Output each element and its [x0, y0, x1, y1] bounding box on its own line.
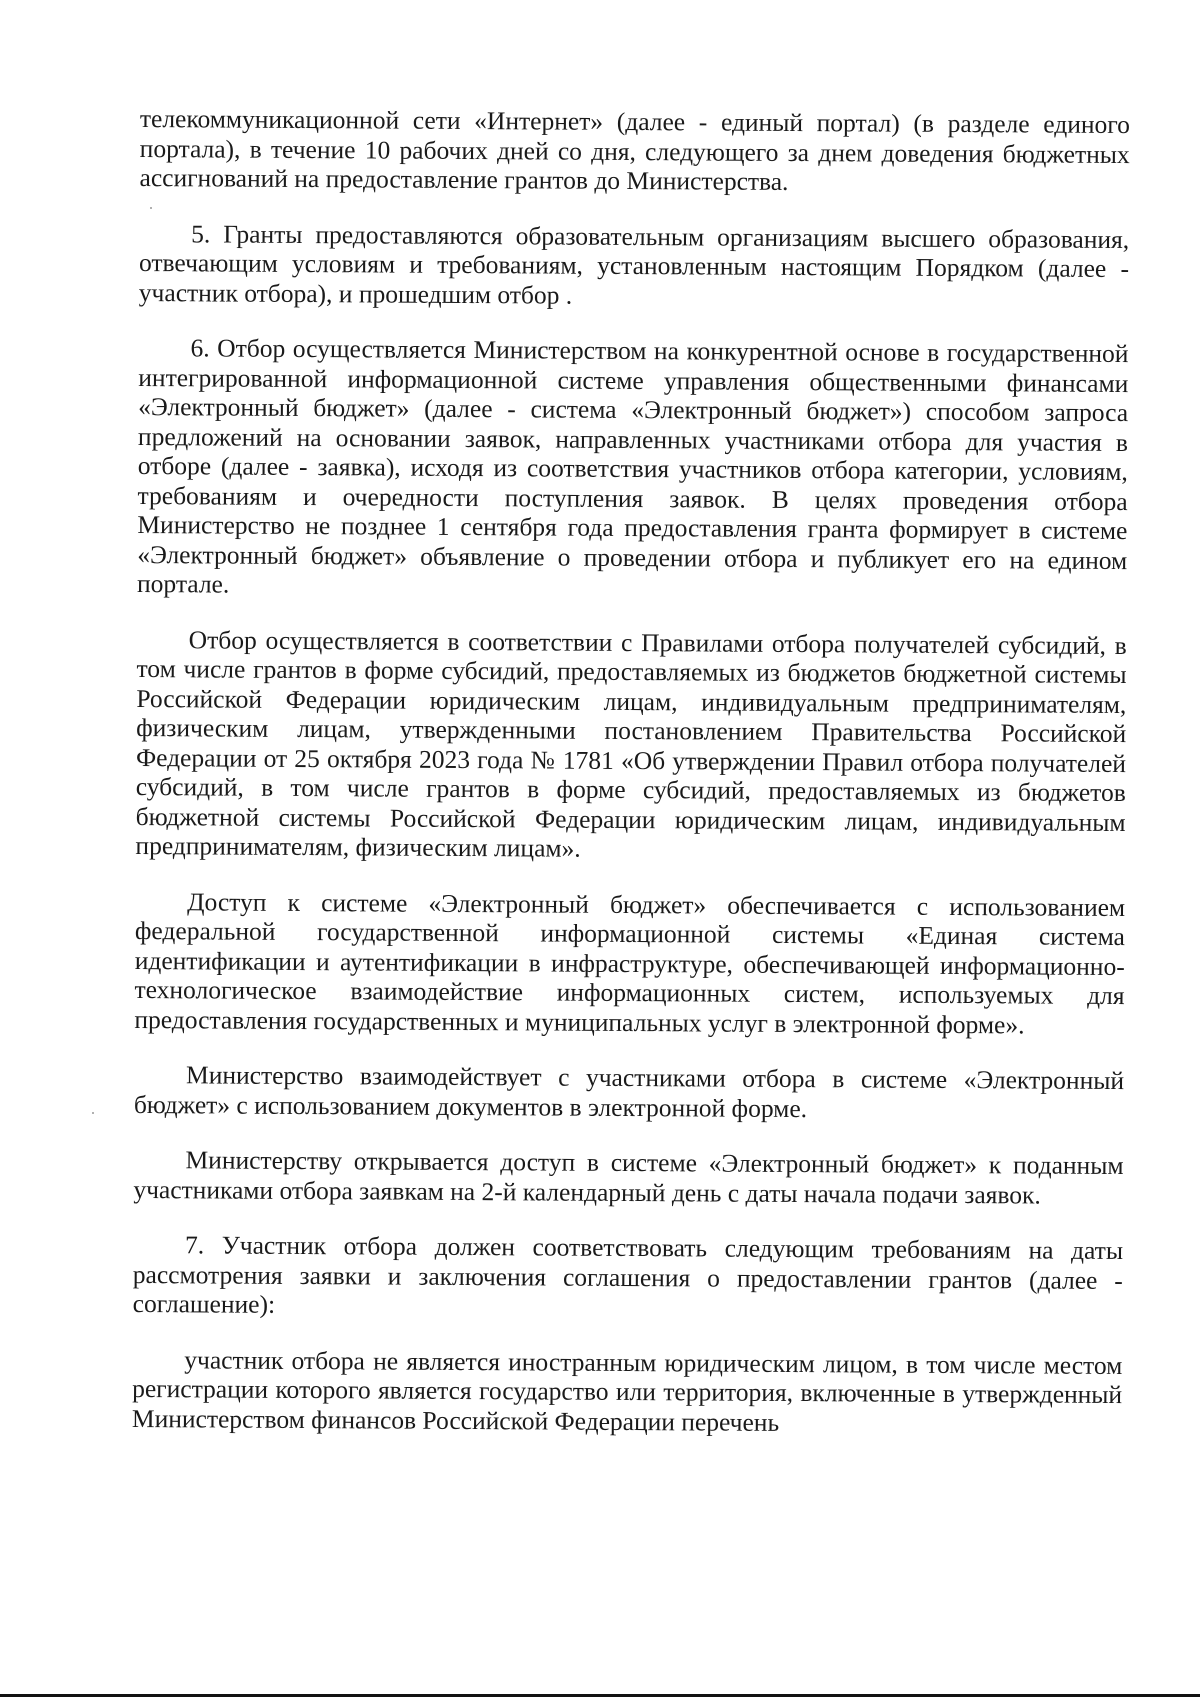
scan-speck [150, 207, 152, 209]
paragraph-5: 5. Гранты предоставляются образовательным организациям высшего образования, отвечающим условиям и требованиям, установленным настоящим Порядком (далее - участник отбора), и прошедшим отбор . [138, 218, 1130, 310]
paragraph-ministry-access: Министерству открывается доступ в системе «Электронный бюджет» к поданным участниками отбора заявкам на 2-й календарный день с даты начала подачи заявок. [133, 1145, 1124, 1210]
document-body [132, 104, 1130, 1465]
paragraph-continuation: телекоммуникационной сети «Интернет» (далее - единый портал) (в разделе единого портала), в течение 10 рабочих дней со дня, следующего за днем доведения бюджетных ассигнований на предоставление грантов до Министерства. [139, 104, 1130, 196]
scan-bottom-edge [0, 1694, 1200, 1697]
paragraph-7: 7. Участник отбора должен соответствовать следующим требованиям на даты рассмотрения заявки и заключения соглашения о предоставлении грантов (далее - соглашение): [132, 1230, 1124, 1319]
paragraph-6: 6. Отбор осуществляется Министерством на конкурентной основе в государственной интегрированной информационной системе управления общественными финансами «Электронный бюджет» (далее - система «Электронный бюджет») способом запроса предложений на основании заявок, направленных участниками отбора для участия в отборе (далее - заявка), исходя из соответствия участников отбора категории, условиям, требованиям и очередности поступления заявок. В целях проведения отбора Министерство не позднее 1 сентября года предоставления гранта формирует в системе «Электронный бюджет» объявление о проведении отбора и публикует его на едином портале. [136, 333, 1129, 599]
paragraph-ministry-interaction: Министерство взаимодействует с участниками отбора в системе «Электронный бюджет» с использованием документов в электронной форме. [133, 1060, 1125, 1123]
paragraph-system-access: Доступ к системе «Электронный бюджет» обеспечивается с использованием федеральной государственной информационной системы «Единая система идентификации и аутентификации в инфраструктуре, обеспечивающей информационно-технологическое взаимодействие информационных систем, используемых для предоставления государственных и муниципальных услуг в электронной форме». [134, 886, 1126, 1039]
scan-speck [92, 1112, 94, 1114]
paragraph-requirement-foreign: участник отбора не является иностранным юридическим лицом, в том числе местом регистрации которого является государство или территория, включенные в утвержденный Министерством финансов Российской Федерации перечень [131, 1344, 1123, 1437]
paragraph-selection-rules: Отбор осуществляется в соответствии с Правилами отбора получателей субсидий, в том числе грантов в форме субсидий, предоставляемых из бюджетов бюджетной системы Российской Федерации юридическим лицам, индивидуальным предпринимателям, физическим лицам, утвержденными постановлением Правительства Российской Федерации от 25 октября 2023 года № 1781 «Об утверждении Правил отбора получателей субсидий, в том числе грантов в форме субсидий, предоставляемых из бюджетов бюджетной системы Российской Федерации юридическим лицам, индивидуальным предпринимателям, физическим лицам». [135, 624, 1127, 863]
